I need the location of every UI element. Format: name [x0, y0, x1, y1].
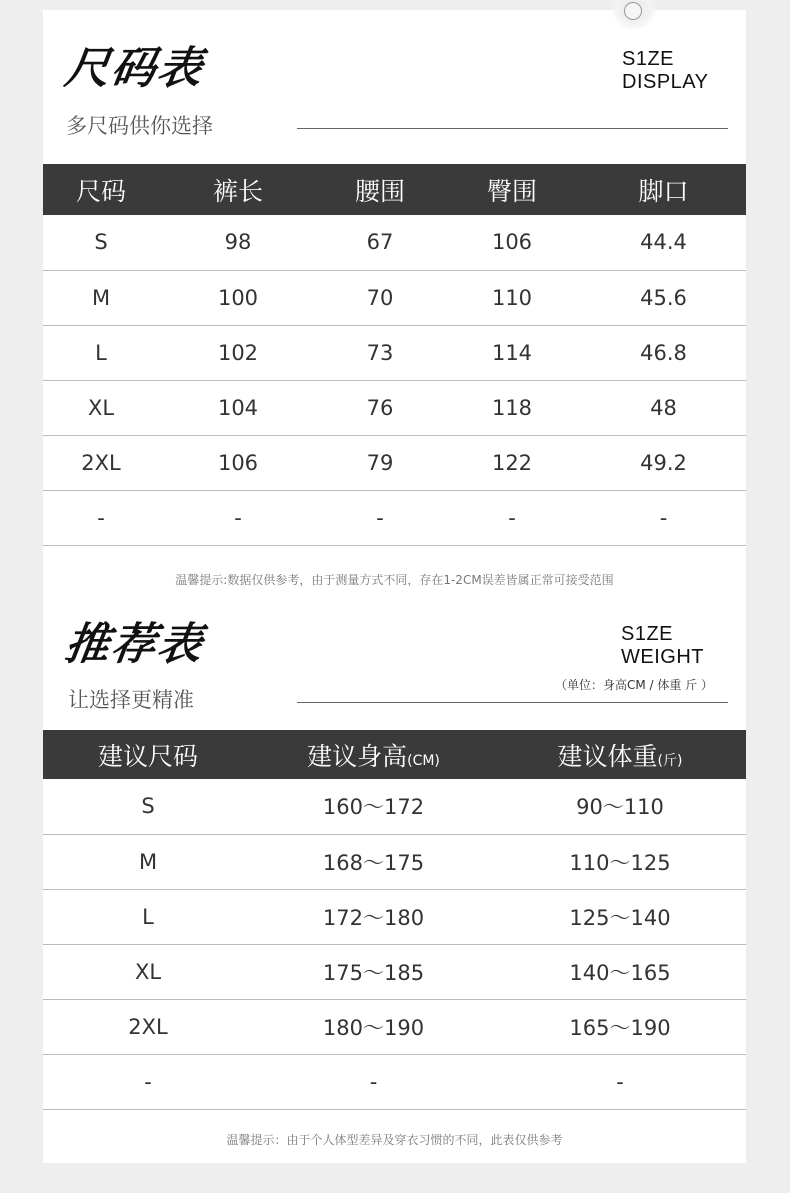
- recommend-table-header-row: [43, 730, 746, 779]
- size-cell: 2XL: [43, 999, 253, 1054]
- header-length: 裤长: [159, 164, 317, 215]
- table-row: [43, 834, 746, 889]
- hip-cell: 122: [443, 435, 581, 490]
- table-row: [43, 270, 746, 325]
- weight-range-cell: 165～190: [494, 999, 746, 1054]
- size-cell: M: [43, 834, 253, 889]
- size-table: [43, 164, 746, 546]
- size-chart-tip: 温馨提示:数据仅供参考，由于测量方式不同，存在1-2CM误差皆属正常可接受范围: [175, 573, 614, 587]
- length-cell: -: [159, 490, 317, 545]
- header-recommended-size: 建议尺码: [43, 730, 253, 779]
- length-cell: 104: [159, 380, 317, 435]
- leg-opening-cell: 44.4: [581, 215, 746, 270]
- hip-cell: 114: [443, 325, 581, 380]
- height-range-cell: 175～185: [253, 944, 494, 999]
- weight-range-cell: 125～140: [494, 889, 746, 944]
- size-cell: -: [43, 490, 159, 545]
- hip-cell: 118: [443, 380, 581, 435]
- hip-cell: 110: [443, 270, 581, 325]
- waist-cell: 67: [317, 215, 443, 270]
- table-row: [43, 435, 746, 490]
- leg-opening-cell: -: [581, 490, 746, 545]
- recommend-chart-tip: 温馨提示：由于个人体型差异及穿衣习惯的不同，此表仅供参考: [226, 1133, 563, 1147]
- size-cell: -: [43, 1054, 253, 1109]
- hip-cell: -: [443, 490, 581, 545]
- length-cell: 98: [159, 215, 317, 270]
- recommend-table: [43, 730, 746, 1110]
- weight-range-cell: 110～125: [494, 834, 746, 889]
- recommend-chart-title: 推荐表: [61, 619, 207, 670]
- weight-range-cell: -: [494, 1054, 746, 1109]
- header-waist: 腰围: [317, 164, 443, 215]
- hang-tag-hole: [624, 2, 642, 20]
- header-size: 尺码: [43, 164, 159, 215]
- size-cell: S: [43, 215, 159, 270]
- table-row: [43, 999, 746, 1054]
- size-cell: XL: [43, 380, 159, 435]
- header-hip: 臀围: [443, 164, 581, 215]
- size-weight-label-line1: S1ZE: [621, 623, 674, 645]
- size-display-label: [622, 48, 709, 94]
- weight-range-cell: 140～165: [494, 944, 746, 999]
- header-recommended-weight: 建议体重(斤): [494, 730, 746, 779]
- length-cell: 102: [159, 325, 317, 380]
- waist-cell: 76: [317, 380, 443, 435]
- table-row: [43, 1054, 746, 1109]
- recommend-chart-subtitle: 让选择更精准: [68, 688, 194, 712]
- table-row: [43, 215, 746, 270]
- height-range-cell: 172～180: [253, 889, 494, 944]
- size-cell: L: [43, 325, 159, 380]
- table-row: [43, 380, 746, 435]
- header-recommended-height: 建议身高(CM): [253, 730, 494, 779]
- length-cell: 106: [159, 435, 317, 490]
- waist-cell: 70: [317, 270, 443, 325]
- length-cell: 100: [159, 270, 317, 325]
- leg-opening-cell: 49.2: [581, 435, 746, 490]
- size-display-label-line2: DISPLAY: [622, 71, 709, 93]
- leg-opening-cell: 45.6: [581, 270, 746, 325]
- size-cell: 2XL: [43, 435, 159, 490]
- weight-range-cell: 90～110: [494, 779, 746, 834]
- size-cell: S: [43, 779, 253, 834]
- height-range-cell: 160～172: [253, 779, 494, 834]
- height-range-cell: 168～175: [253, 834, 494, 889]
- height-range-cell: 180～190: [253, 999, 494, 1054]
- table-row: [43, 325, 746, 380]
- header-leg-opening: 脚口: [581, 164, 746, 215]
- waist-cell: 79: [317, 435, 443, 490]
- unit-note: （单位：身高CM / 体重 斤 ）: [555, 678, 714, 692]
- size-table-header-row: [43, 164, 746, 215]
- size-display-label-line1: S1ZE: [622, 48, 675, 70]
- size-chart-subtitle: 多尺码供你选择: [66, 114, 213, 138]
- leg-opening-cell: 46.8: [581, 325, 746, 380]
- size-weight-label: [621, 623, 704, 669]
- table-row: [43, 889, 746, 944]
- table-row: [43, 779, 746, 834]
- size-cell: M: [43, 270, 159, 325]
- waist-cell: 73: [317, 325, 443, 380]
- size-chart-title: 尺码表: [61, 43, 207, 94]
- size-cell: L: [43, 889, 253, 944]
- size-weight-label-line2: WEIGHT: [621, 646, 704, 668]
- size-cell: XL: [43, 944, 253, 999]
- table-row: [43, 490, 746, 545]
- waist-cell: -: [317, 490, 443, 545]
- heading-divider: [297, 702, 728, 703]
- hip-cell: 106: [443, 215, 581, 270]
- heading-divider: [297, 128, 728, 129]
- table-row: [43, 944, 746, 999]
- height-range-cell: -: [253, 1054, 494, 1109]
- leg-opening-cell: 48: [581, 380, 746, 435]
